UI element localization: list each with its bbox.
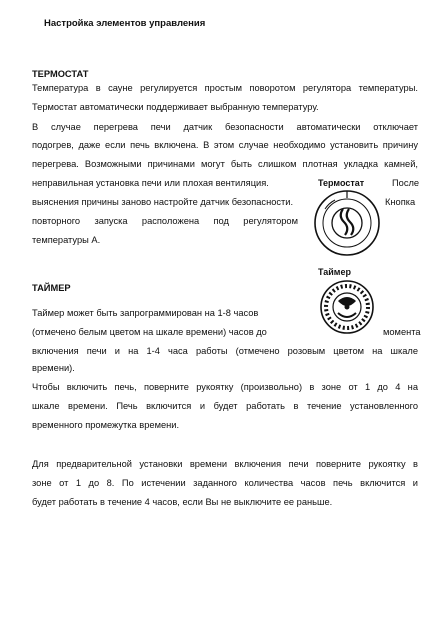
thermostat-line-9: температуры A. [32,235,101,245]
timer-line-7: временного промежутка времени. [32,420,180,430]
thermostat-line-7-end: Кнопка [385,197,416,207]
thermostat-line-2: Термостат автоматически поддерживает выбранную температуру. [32,102,319,112]
thermostat-line-7: выяснения причины заново настройте датчик безопасности. [32,197,294,207]
timer-line-4: времени). [32,363,75,373]
page-title: Настройка элементов управления [44,18,206,29]
thermostat-line-3: В случае перегрева печи датчик безопасности автоматически отключает [32,122,418,132]
timer-line-5: Чтобы включить печь, поверните рукоятку (произвольно) в зоне от 1 до 4 на [32,382,418,392]
timer-para2-line-3: будет работать в течение 4 часов, если Вы не выключите ее раньше. [32,497,333,507]
timer-line-3: включения печи и на 1-4 часа работы (отмечено розовым цветом на шкале [32,346,418,356]
timer-line-6: шкале времени. Печь включится и будет работать в течение установленного [32,401,418,411]
timer-line-2: (отмечено белым цветом на шкале времени) часов до [32,327,267,337]
timer-para2-line-1: Для предварительной установки времени включения печи поверните рукоятку в [32,459,418,469]
thermostat-line-6: неправильная установка печи или плохая вентиляция. [32,178,269,188]
thermostat-image-label: Термостат [318,178,365,188]
thermostat-line-6-end: После [392,178,420,188]
timer-line-1: Таймер может быть запрограммирован на 1-8 часов [32,308,259,318]
thermostat-dial-image [313,189,381,257]
timer-line-2-end: момента [383,327,421,337]
timer-image-label: Таймер [318,267,351,277]
thermostat-line-1: Температура в сауне регулируется простым поворотом регулятора температуры. [32,83,418,93]
timer-dial-image [309,279,385,335]
thermostat-line-5: перегрева. Возможными причинами могут быть слишком плотная укладка камней, [32,159,418,169]
thermostat-line-4: подогрев, даже если печь включена. В этом случае необходимо установить причину [32,140,418,150]
thermostat-heading: ТЕРМОСТАТ [32,69,89,79]
timer-heading: ТАЙМЕР [32,283,71,293]
timer-para2-line-2: зоне от 1 до 8. По истечении заданного количества часов печь включится и [32,478,418,488]
thermostat-line-8: повторного запуска расположена под регулятором [32,216,298,226]
